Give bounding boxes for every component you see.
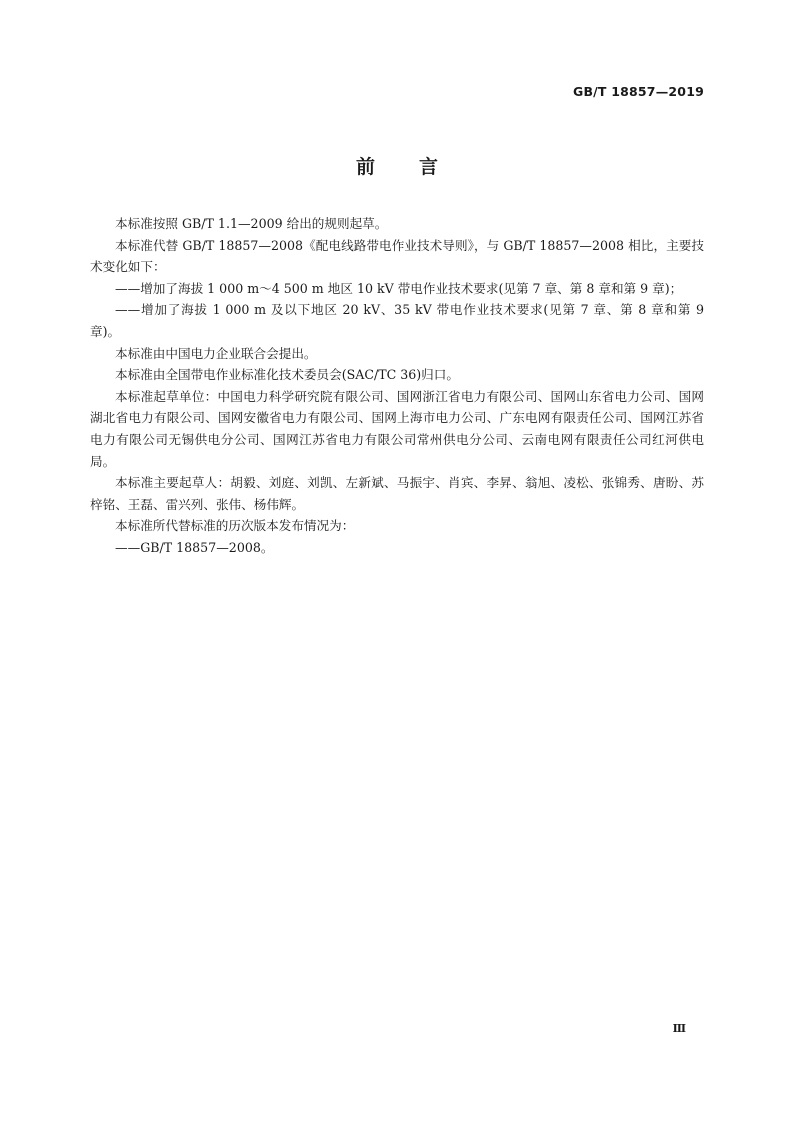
paragraph-drafters: 本标准主要起草人：胡毅、刘庭、刘凯、左新斌、马振宇、肖宾、李昇、翁旭、凌松、张锦秀、唐盼、苏梓铭、王磊、雷兴列、张伟、杨伟辉。	[90, 475, 704, 512]
list-item-change-2: ——增加了海拔 1 000 m 及以下地区 20 kV、35 kV 带电作业技术要求(见第 7 章、第 8 章和第 9 章)。	[90, 302, 704, 339]
paragraph-drafting-rules: 本标准按照 GB/T 1.1—2009 给出的规则起草。	[115, 216, 388, 231]
paragraph-centralized-by: 本标准由全国带电作业标准化技术委员会(SAC/TC 36)归口。	[115, 367, 459, 383]
paragraph-proposed-by: 本标准由中国电力企业联合会提出。	[115, 345, 317, 361]
title-char-2: 言	[419, 156, 439, 178]
list-item-change-1: ——增加了海拔 1 000 m～4 500 m 地区 10 kV 带电作业技术要求(见第 7 章、第 8 章和第 9 章)；	[115, 280, 683, 296]
paragraph-replacement: 本标准代替 GB/T 18857—2008《配电线路带电作业技术导则》，与 GB/T 18857—2008 相比，主要技术变化如下：	[90, 237, 704, 275]
foreword-body	[90, 213, 704, 559]
paragraph-drafting-units: 本标准起草单位：中国电力科学研究院有限公司、国网浙江省电力有限公司、国网山东省电力公司、国网湖北省电力有限公司、国网安徽省电力有限公司、国网上海市电力公司、广东电网有限责任公司、国网江苏省电力有限公司无锡供电分公司、国网江苏省电力有限公司常州供电分公司、云南电网有限责任公司红河供电局。	[90, 388, 704, 469]
list-item-history-1: ——GB/T 18857—2008。	[115, 539, 274, 555]
standard-code: GB/T 18857—2019	[572, 84, 704, 99]
paragraph-history: 本标准所代替标准的历次版本发布情况为：	[115, 518, 355, 534]
page-number: Ⅲ	[672, 1022, 686, 1035]
page-title	[0, 152, 794, 179]
title-char-1: 前	[355, 156, 375, 178]
